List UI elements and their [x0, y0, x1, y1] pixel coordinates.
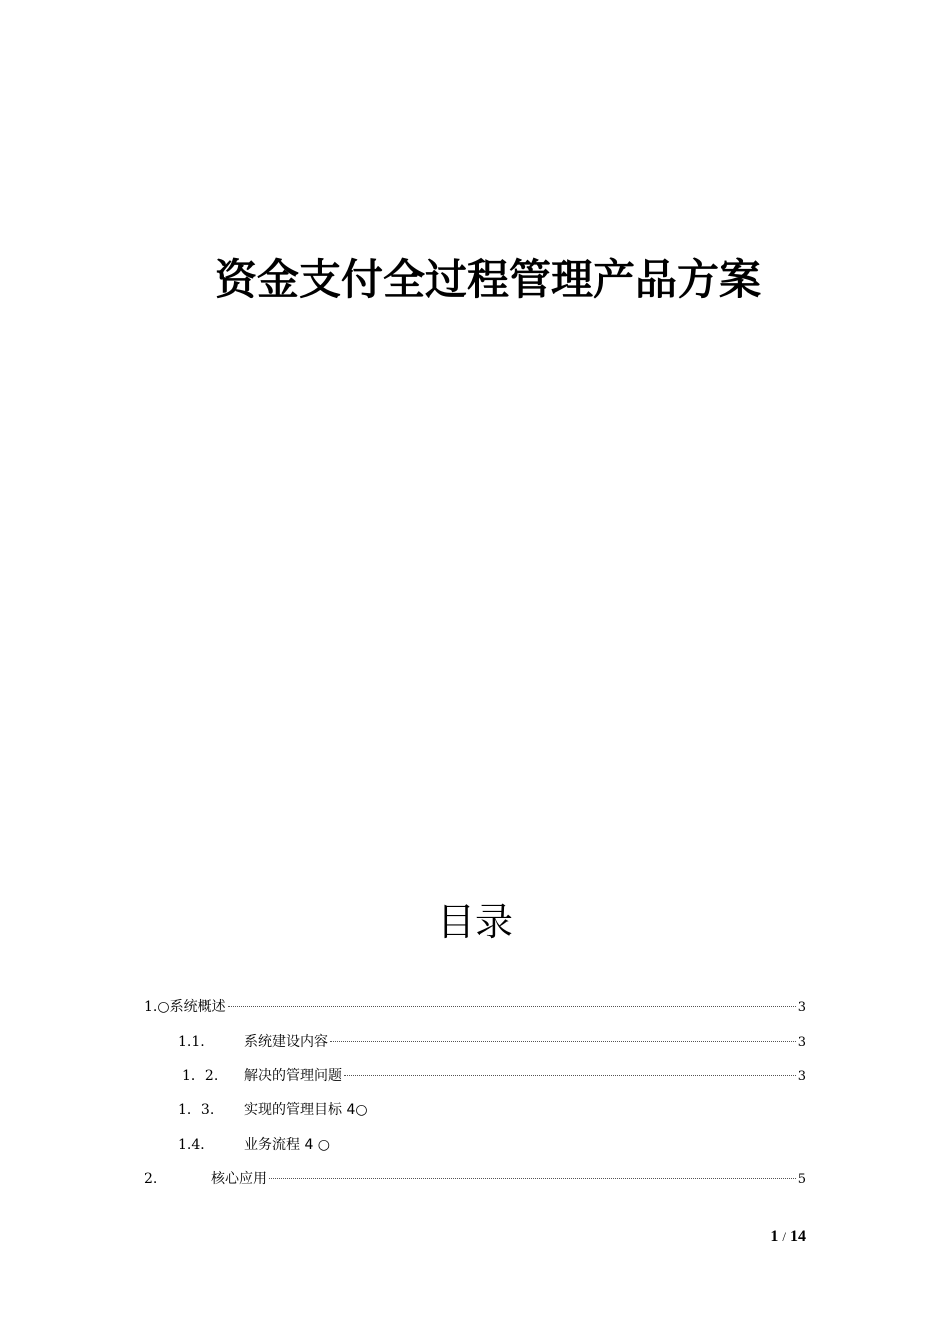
toc-entry[interactable]: [182, 1066, 806, 1086]
toc-dot-leader: [344, 1075, 796, 1076]
toc-entry-label: 核心应用: [211, 1171, 267, 1187]
toc-entry[interactable]: [144, 997, 806, 1017]
toc-entry-label: 实现的管理目标 4○: [244, 1102, 368, 1118]
toc-heading: 目录: [436, 900, 513, 944]
current-page-number: 1: [770, 1228, 779, 1245]
toc-entry-label: 业务流程 4 ○: [244, 1137, 331, 1153]
toc-entry-page: 5: [797, 1172, 806, 1187]
toc-entry[interactable]: [178, 1100, 368, 1120]
toc-entry-number: 1.4．: [178, 1137, 215, 1153]
page-number: [770, 1228, 806, 1246]
toc-entry-number: 2.: [144, 1171, 158, 1187]
toc-entry[interactable]: [178, 1032, 806, 1052]
toc-entry-page: 3: [797, 1000, 806, 1015]
toc-entry-number: 1.1.: [178, 1034, 205, 1050]
toc-entry-number: 1．3.: [178, 1102, 215, 1118]
page-separator: /: [782, 1229, 786, 1244]
toc-entry-label: 系统建设内容: [244, 1034, 328, 1050]
toc-entry[interactable]: [144, 1169, 806, 1189]
toc-entry-number: 1.: [144, 999, 158, 1015]
total-pages: 14: [790, 1228, 806, 1245]
toc-dot-leader: [269, 1178, 796, 1179]
toc-dot-leader: [330, 1041, 796, 1042]
toc-entry-label: 解决的管理问题: [244, 1068, 342, 1084]
toc-entry[interactable]: [178, 1135, 330, 1155]
toc-entry-page: 3: [797, 1069, 806, 1084]
toc-dot-leader: [228, 1006, 796, 1007]
toc-entry-label: ○系统概述: [157, 999, 226, 1015]
document-title: 资金支付全过程管理产品方案: [214, 255, 761, 304]
toc-entry-number: 1．2.: [182, 1068, 219, 1084]
toc-entry-page: 3: [797, 1035, 806, 1050]
